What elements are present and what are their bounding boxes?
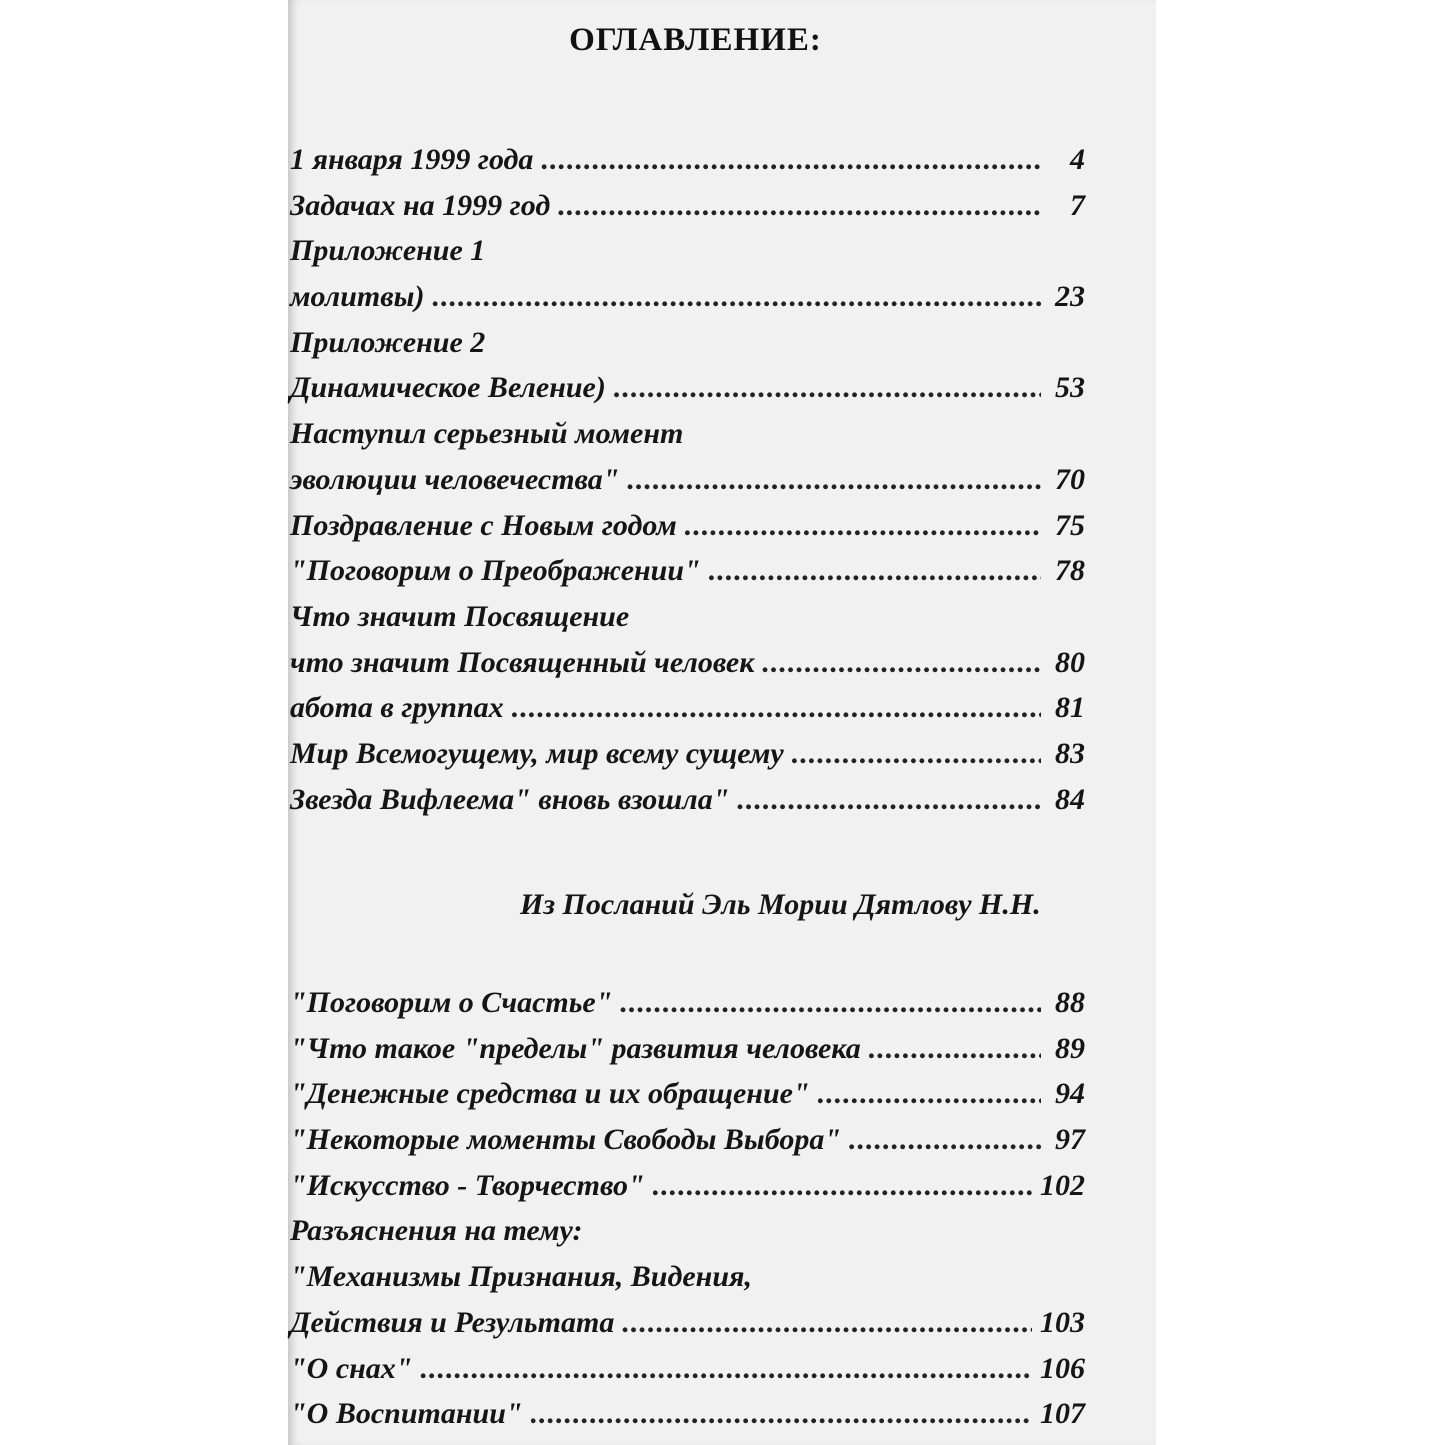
toc-entry-page: 4 <box>1070 143 1085 176</box>
toc-entry-page: 78 <box>1055 554 1085 588</box>
toc-entry <box>290 685 1085 731</box>
toc-leader-dots <box>818 1071 1041 1117</box>
toc-leader-dots <box>531 1391 1032 1437</box>
toc-leader-dots <box>541 137 1041 183</box>
toc-entry-title: Поздравление с Новым годом <box>290 508 677 542</box>
toc-leader-dots <box>432 274 1041 320</box>
toc-entry-title: "О Воспитании" <box>290 1397 523 1431</box>
toc-entry-title: молитвы) <box>290 280 425 314</box>
toc-entry-page: 97 <box>1055 1123 1085 1157</box>
toc-entry-title: "Денежные средства и их обращение" <box>290 1077 810 1111</box>
toc-entry-title: "Механизмы Признания, Видения, <box>290 1260 752 1294</box>
toc-entry-page: 89 <box>1055 1031 1085 1065</box>
toc-entry-title: Приложение 2 <box>290 325 486 359</box>
toc-entry-page: 75 <box>1055 508 1085 542</box>
toc-entry-page: 84 <box>1055 782 1085 816</box>
toc-entry <box>290 594 1085 640</box>
section-subheading: Из Посланий Эль Мории Дятлову Н.Н. <box>520 888 1041 921</box>
toc-entry-page: 103 <box>1040 1305 1085 1339</box>
toc-entry-page: 88 <box>1055 986 1085 1019</box>
toc-leader-dots <box>869 1026 1041 1072</box>
toc-entry-page: 70 <box>1055 462 1085 496</box>
toc-leader-dots <box>685 503 1041 549</box>
toc-entry-title: Наступил серьезный момент <box>290 417 684 451</box>
toc-leader-dots <box>622 1300 1032 1346</box>
toc-leader-dots <box>737 777 1041 823</box>
toc-entry-title: "Поговорим о Преображении" <box>290 554 701 588</box>
toc-section-main <box>290 137 1085 822</box>
toc-leader-dots <box>512 685 1041 731</box>
toc-leader-dots <box>614 365 1041 411</box>
toc-entry-page: 94 <box>1055 1077 1085 1111</box>
toc-entry <box>290 320 1085 366</box>
toc-entry <box>290 1117 1085 1163</box>
toc-entry-title: "Поговорим о Счастье" <box>290 986 613 1019</box>
toc-entry <box>290 1346 1085 1392</box>
toc-entry-title: "О снах" <box>290 1351 413 1385</box>
toc-entry-title: "Некоторые моменты Свободы Выбора" <box>290 1123 841 1157</box>
toc-entry <box>290 731 1085 777</box>
toc-entry <box>290 1208 1085 1254</box>
toc-leader-dots <box>420 1346 1032 1392</box>
toc-entry <box>290 548 1085 594</box>
toc-leader-dots <box>762 640 1041 686</box>
toc-entry <box>290 1254 1085 1300</box>
toc-entry <box>290 503 1085 549</box>
toc-section-messages <box>290 980 1085 1437</box>
page-title: ОГЛАВЛЕНИЕ: <box>569 22 822 58</box>
toc-entry-title: Действия и Результата <box>290 1305 615 1339</box>
toc-entry-page: 7 <box>1070 188 1085 222</box>
toc-leader-dots <box>627 457 1041 503</box>
toc-entry-page: 107 <box>1040 1397 1085 1431</box>
toc-leader-dots <box>849 1117 1041 1163</box>
toc-leader-dots <box>709 548 1041 594</box>
toc-entry-title: "Что такое "пределы" развития человека <box>290 1031 861 1065</box>
toc-entry <box>290 365 1085 411</box>
toc-entry-title: Задачах на 1999 год <box>290 188 551 222</box>
toc-entry-title: "Искусство - Творчество" <box>290 1168 645 1202</box>
toc-entry-page: 80 <box>1055 645 1085 679</box>
toc-entry <box>290 1163 1085 1209</box>
toc-entry-title: Мир Всемогущему, мир всему сущему <box>290 736 784 770</box>
toc-entry <box>290 411 1085 457</box>
toc-entry <box>290 183 1085 229</box>
toc-entry-page: 106 <box>1040 1351 1085 1385</box>
toc-entry-title: Что значит Посвящение <box>290 599 630 633</box>
toc-entry <box>290 980 1085 1026</box>
toc-entry-page: 102 <box>1040 1168 1085 1202</box>
toc-entry <box>290 137 1085 183</box>
toc-entry-page: 83 <box>1055 736 1085 770</box>
toc-entry <box>290 274 1085 320</box>
toc-entry <box>290 777 1085 823</box>
toc-entry-title: что значит Посвященный человек <box>290 645 755 679</box>
toc-entry <box>290 1300 1085 1346</box>
toc-leader-dots <box>792 731 1041 777</box>
toc-leader-dots <box>620 980 1041 1026</box>
toc-entry-title: Приложение 1 <box>290 234 486 268</box>
toc-leader-dots <box>653 1163 1032 1209</box>
toc-entry <box>290 228 1085 274</box>
toc-entry <box>290 1391 1085 1437</box>
toc-entry-title: 1 января 1999 года <box>290 143 534 176</box>
toc-entry-title: эволюции человечества" <box>290 462 620 496</box>
toc-entry-page: 23 <box>1055 280 1085 314</box>
toc-leader-dots <box>558 183 1041 229</box>
toc-entry-page: 53 <box>1055 371 1085 405</box>
toc-entry-page: 81 <box>1055 691 1085 725</box>
toc-entry <box>290 640 1085 686</box>
toc-entry-title: Разъяснения на тему: <box>290 1214 583 1248</box>
toc-entry-title: Звезда Вифлеема" вновь взошла" <box>290 782 730 816</box>
toc-entry-title: Динамическое Веление) <box>290 371 606 405</box>
toc-entry <box>290 1071 1085 1117</box>
toc-entry <box>290 457 1085 503</box>
toc-entry-title: абота в группах <box>290 691 504 725</box>
toc-entry <box>290 1026 1085 1072</box>
